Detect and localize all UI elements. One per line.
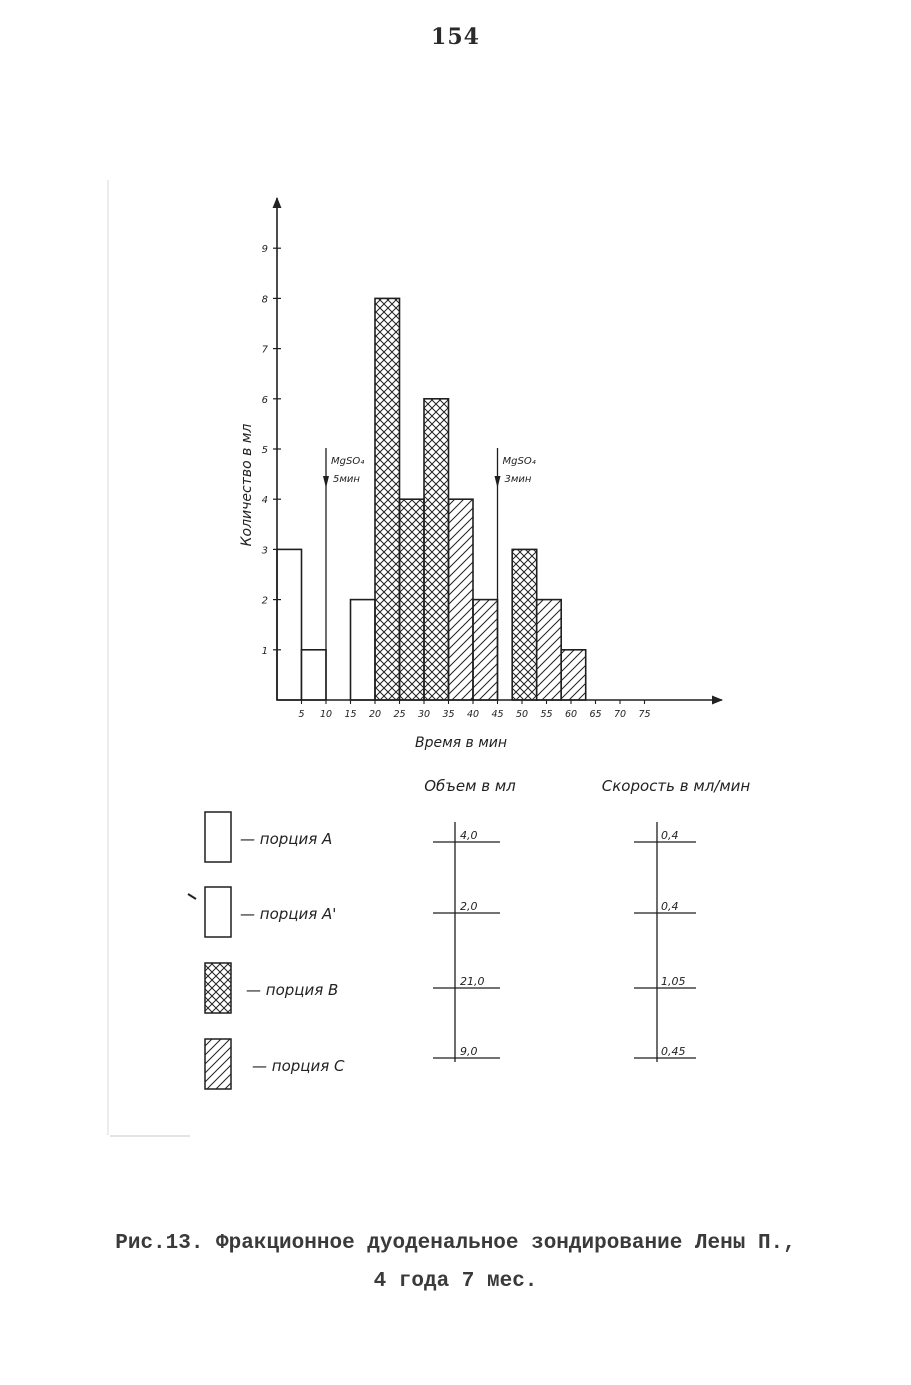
legend-swatch-2	[205, 887, 231, 937]
x-tick-label-15: 15	[344, 709, 357, 720]
annotation-arrow-icon-1	[323, 476, 329, 488]
y-tick-label-1: 1	[261, 645, 268, 657]
x-tick-label-70: 70	[613, 709, 627, 720]
y-tick-label-5: 5	[261, 445, 268, 456]
speed-value-2: 0,4	[661, 900, 679, 913]
plot-area	[239, 198, 722, 751]
legend-swatch-1	[205, 812, 231, 862]
y-tick-label-6: 6	[261, 394, 268, 406]
bar-11	[561, 650, 586, 700]
x-tick-label-50: 50	[515, 709, 529, 720]
bar-10	[537, 600, 562, 700]
bar-5	[400, 499, 425, 700]
volume-speed-table	[424, 777, 750, 1062]
legend	[188, 812, 345, 1089]
volume-value-3: 21,0	[460, 975, 485, 988]
bar-7	[449, 499, 474, 700]
annotation-label-1-line2: 5мин	[333, 474, 360, 485]
x-tick-label-65: 65	[589, 709, 602, 720]
bar-4	[375, 298, 400, 700]
legend-label-3: — порция В	[246, 981, 339, 999]
figure-caption-line1: Рис.13. Фракционное дуоденальное зондирование Лены П.,	[115, 1232, 796, 1255]
y-tick-label-4: 4	[261, 495, 268, 507]
x-tick-label-5: 5	[298, 709, 305, 720]
y-tick-label-2: 2	[261, 595, 268, 607]
x-tick-label-20: 20	[368, 709, 382, 720]
volume-value-1: 4,0	[460, 829, 478, 842]
y-tick-label-9: 9	[261, 244, 268, 256]
annotation-arrow-icon-2	[495, 476, 501, 488]
x-tick-label-35: 35	[442, 709, 455, 720]
legend-swatch-3	[205, 963, 231, 1013]
x-tick-label-40: 40	[466, 709, 480, 720]
legend-swatch-4	[205, 1039, 231, 1089]
y-tick-label-8: 8	[261, 294, 268, 306]
page-number: 154	[431, 24, 480, 50]
legend-label-1: — порция А	[240, 830, 333, 848]
volume-header: Объем в мл	[424, 777, 516, 795]
y-axis-label: Количество в мл	[239, 423, 255, 547]
speed-value-3: 1,05	[661, 975, 686, 988]
volume-value-2: 2,0	[460, 900, 478, 913]
x-tick-label-25: 25	[393, 709, 406, 720]
bar-8	[473, 600, 498, 700]
y-tick-label-3: 3	[261, 545, 268, 557]
x-tick-label-10: 10	[319, 709, 333, 720]
legend-label-2: — порция А'	[240, 905, 337, 923]
speed-value-4: 0,45	[661, 1045, 686, 1058]
bar-2	[302, 650, 327, 700]
y-tick-label-7: 7	[261, 344, 268, 356]
annotation-label-2-line2: 3мин	[504, 474, 532, 485]
x-tick-label-55: 55	[540, 709, 553, 720]
bar-1	[277, 549, 302, 700]
bar-3	[351, 600, 376, 700]
x-tick-label-45: 45	[491, 709, 504, 720]
x-tick-label-60: 60	[564, 709, 578, 720]
legend-label-4: — порция С	[252, 1057, 345, 1075]
bar-6	[424, 399, 449, 700]
speed-value-1: 0,4	[661, 829, 679, 842]
x-axis-label: Время в мин	[414, 735, 508, 751]
volume-value-4: 9,0	[460, 1045, 478, 1058]
scan-mark	[188, 894, 196, 899]
annotation-label-1-line1: MgSO₄	[331, 456, 365, 467]
annotation-label-2-line1: MgSO₄	[502, 456, 536, 467]
bar-9	[512, 549, 537, 700]
x-tick-label-75: 75	[638, 709, 651, 720]
speed-header: Скорость в мл/мин	[601, 777, 751, 795]
x-tick-label-30: 30	[417, 709, 431, 720]
figure-caption-line2: 4 года 7 мес.	[373, 1270, 538, 1293]
